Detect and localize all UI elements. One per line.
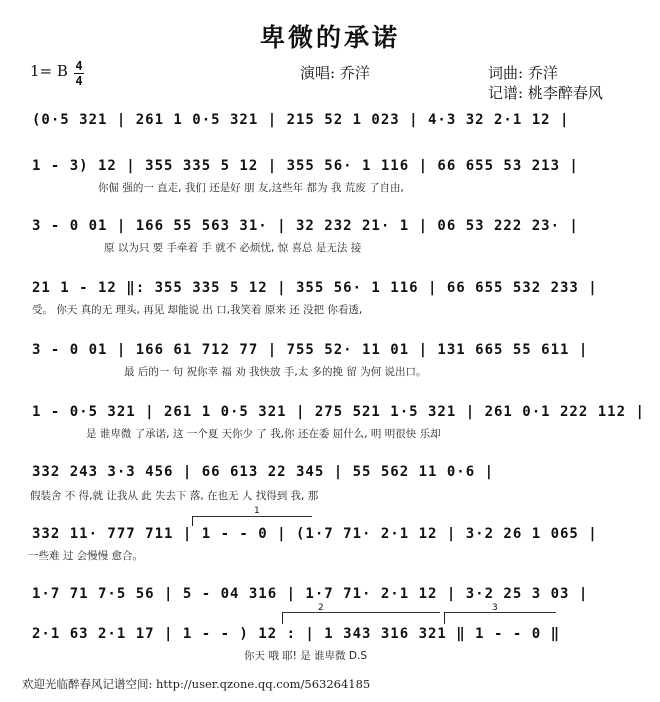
key-signature: 1= B (30, 62, 68, 80)
score-row-10-lyrics: 你天 哦 耶! 是 谁卑微 D.S (244, 650, 367, 662)
score-row-10-notes: 2·1 63 2·1 17 | 1 - - ) 12 : | 1 343 316 321 ‖ 1 - - 0 ‖ (32, 626, 561, 642)
score-row-1-notes: (0·5 321 | 261 1 0·5 321 | 215 52 1 023 | 4·3 32 2·1 12 | (32, 112, 570, 128)
score-row-8-lyrics: 一些难 过 会慢慢 愈合。 (28, 550, 144, 562)
score-row-5-lyrics: 最 后的一 句 祝你幸 福 劝 我快放 手,太 多的挽 留 为何 说出口。 (124, 366, 427, 378)
volta-3-bracket-edge (444, 612, 445, 624)
volta-1-bracket-edge (192, 516, 193, 526)
score-row-4-notes: 21 1 - 12 ‖: 355 335 5 12 | 355 56· 1 116 | 66 655 532 233 | (32, 280, 598, 296)
volta-1-number: 1 (254, 506, 260, 516)
score-row-6-notes: 1 - 0·5 321 | 261 1 0·5 321 | 275 521 1·5 321 | 261 0·1 222 112 | (32, 404, 645, 420)
volta-3-bracket (444, 612, 556, 613)
score-row-5-notes: 3 - 0 01 | 166 61 712 77 | 755 52· 11 01 | 131 665 55 611 | (32, 342, 589, 358)
footer-credit: 欢迎光临醉春风记谱空间: http://user.qzone.qq.com/563264185 (22, 677, 371, 691)
score-row-6-lyrics: 是 谁卑微 了承诺, 这 一个夏 天你少 了 我,你 还在委 屈什么, 明 明很快 乐却 (86, 428, 441, 440)
score-row-8-notes: 332 11· 777 711 | 1 - - 0 | (1·7 71· 2·1 12 | 3·2 26 1 065 | (32, 526, 598, 542)
score-row-7-lyrics: 假装舍 不 得,就 让我从 此 失去下 落, 在也无 人 找得到 我, 那 (30, 490, 319, 502)
score-row-9-notes: 1·7 71 7·5 56 | 5 - 04 316 | 1·7 71· 2·1 12 | 3·2 25 3 03 | (32, 586, 589, 602)
score-row-3-lyrics: 原 以为只 要 手牵着 手 就不 必烦忧, 惊 喜总 是无法 接 (104, 242, 362, 254)
time-signature (74, 60, 84, 87)
volta-2-bracket-edge (282, 612, 283, 624)
score-row-3-notes: 3 - 0 01 | 166 55 563 31· | 32 232 21· 1 | 06 53 222 23· | (32, 218, 579, 234)
time-signature-denominator: 4 (75, 74, 83, 88)
volta-2-number: 2 (318, 603, 324, 613)
volta-1-bracket (192, 516, 312, 517)
score-row-7-notes: 332 243 3·3 456 | 66 613 22 345 | 55 562 11 0·6 | (32, 464, 495, 480)
song-title: 卑微的承诺 (259, 23, 400, 52)
composer-credit: 词曲: 乔洋 (488, 64, 558, 82)
score-row-2-lyrics: 你倔 强的一 直走, 我们 还是好 朋 友,这些年 都为 我 荒废 了自由, (98, 182, 404, 194)
time-signature-numerator: 4 (75, 59, 83, 73)
transcriber-credit: 记谱: 桃李醉春风 (488, 84, 603, 102)
volta-2-bracket (282, 612, 440, 613)
score-row-4-lyrics: 受。 你天 真的无 理头, 再见 却能说 出 口,我笑着 原来 还 没把 你看透, (32, 304, 363, 316)
singer-credit: 演唱: 乔洋 (300, 64, 370, 82)
score-row-2-notes: 1 - 3) 12 | 355 335 5 12 | 355 56· 1 116 | 66 655 53 213 | (32, 158, 579, 174)
volta-3-number: 3 (492, 603, 498, 613)
